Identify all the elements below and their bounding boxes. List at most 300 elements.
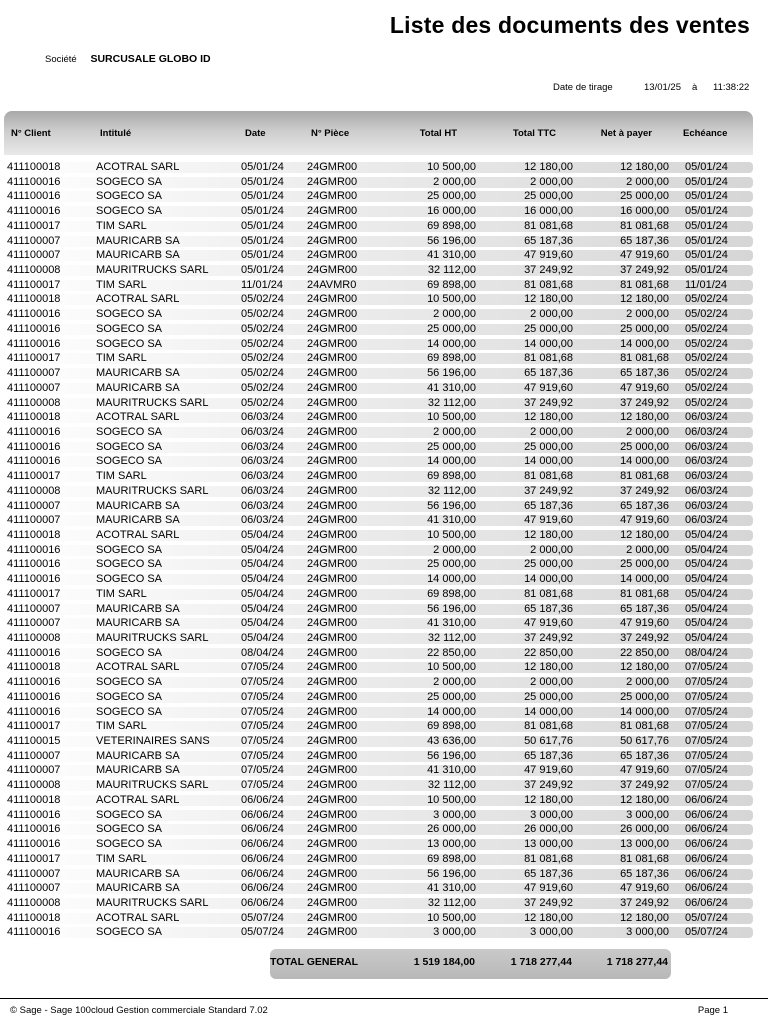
cell-echeance: 06/03/24 <box>685 514 728 527</box>
cell-client: 411100018 <box>7 661 61 674</box>
cell-echeance: 05/04/24 <box>685 543 728 556</box>
cell-piece: 24GMR00 <box>307 308 358 321</box>
col-header-piece: N° Pièce <box>311 128 350 139</box>
cell-date: 05/02/24 <box>241 337 284 350</box>
cell-intitule: MAURICARB SA <box>96 602 180 615</box>
cell-total-ttc: 14 000,00 <box>524 705 573 718</box>
cell-piece: 24GMR00 <box>307 425 358 438</box>
cell-date: 05/01/24 <box>241 219 284 232</box>
cell-total-ttc: 2 000,00 <box>530 175 573 188</box>
cell-total-ttc: 81 081,68 <box>524 352 573 365</box>
cell-total-ttc: 81 081,68 <box>524 219 573 232</box>
cell-net-a-payer: 3 000,00 <box>626 808 669 821</box>
cell-total-ht: 69 898,00 <box>427 587 476 600</box>
cell-client: 411100016 <box>7 808 61 821</box>
cell-total-ht: 69 898,00 <box>427 720 476 733</box>
cell-intitule: SOGECO SA <box>96 543 163 556</box>
cell-total-ttc: 12 180,00 <box>524 528 573 541</box>
cell-piece: 24GMR00 <box>307 926 358 939</box>
table-row <box>0 263 768 278</box>
total-general-bar <box>270 949 671 979</box>
cell-intitule: MAURICARB SA <box>96 381 180 394</box>
cell-echeance: 07/05/24 <box>685 705 728 718</box>
cell-date: 06/06/24 <box>241 852 284 865</box>
cell-echeance: 06/06/24 <box>685 882 728 895</box>
cell-client: 411100016 <box>7 425 61 438</box>
cell-total-ht: 25 000,00 <box>427 322 476 335</box>
cell-date: 05/04/24 <box>241 573 284 586</box>
table-row <box>0 587 768 602</box>
cell-date: 05/04/24 <box>241 602 284 615</box>
cell-date: 05/02/24 <box>241 308 284 321</box>
table-row <box>0 219 768 234</box>
cell-client: 411100018 <box>7 161 61 173</box>
cell-echeance: 05/01/24 <box>685 234 728 247</box>
table-row <box>0 351 768 366</box>
cell-client: 411100008 <box>7 632 61 644</box>
cell-net-a-payer: 2 000,00 <box>626 308 669 321</box>
page-number: Page 1 <box>697 1005 728 1016</box>
cell-net-a-payer: 14 000,00 <box>620 573 669 586</box>
cell-date: 05/01/24 <box>241 234 284 247</box>
cell-total-ht: 41 310,00 <box>427 764 476 777</box>
cell-echeance: 07/05/24 <box>685 661 728 674</box>
cell-intitule: VETERINAIRES SANS <box>96 735 210 748</box>
cell-piece: 24GMR00 <box>307 249 358 262</box>
company-line <box>45 53 211 65</box>
cell-total-ht: 41 310,00 <box>427 381 476 394</box>
cell-total-ht: 32 112,00 <box>427 632 476 644</box>
cell-piece: 24GMR00 <box>307 793 358 806</box>
cell-total-ttc: 13 000,00 <box>524 838 573 851</box>
cell-date: 05/01/24 <box>241 205 284 218</box>
cell-net-a-payer: 65 187,36 <box>620 867 669 880</box>
cell-piece: 24GMR00 <box>307 779 358 792</box>
cell-date: 06/06/24 <box>241 882 284 895</box>
cell-total-ht: 56 196,00 <box>427 867 476 880</box>
cell-client: 411100007 <box>7 381 61 394</box>
cell-intitule: ACOTRAL SARL <box>96 161 180 173</box>
cell-client: 411100016 <box>7 646 61 659</box>
cell-total-ttc: 65 187,36 <box>524 867 573 880</box>
table-row <box>0 278 768 293</box>
cell-intitule: SOGECO SA <box>96 205 163 218</box>
cell-intitule: MAURITRUCKS SARL <box>96 396 209 409</box>
table-row <box>0 793 768 808</box>
cell-date: 05/02/24 <box>241 381 284 394</box>
cell-total-ht: 10 500,00 <box>427 293 476 306</box>
cell-client: 411100016 <box>7 823 61 836</box>
table-row <box>0 322 768 337</box>
cell-total-ttc: 47 919,60 <box>524 514 573 527</box>
cell-net-a-payer: 25 000,00 <box>620 440 669 453</box>
cell-net-a-payer: 2 000,00 <box>626 543 669 556</box>
table-row <box>0 631 768 646</box>
cell-total-ttc: 81 081,68 <box>524 852 573 865</box>
cell-total-ht: 32 112,00 <box>427 264 476 277</box>
cell-client: 411100007 <box>7 867 61 880</box>
cell-net-a-payer: 65 187,36 <box>620 499 669 512</box>
cell-total-ttc: 22 850,00 <box>524 646 573 659</box>
cell-intitule: SOGECO SA <box>96 308 163 321</box>
cell-total-ht: 32 112,00 <box>427 396 476 409</box>
cell-total-ttc: 65 187,36 <box>524 234 573 247</box>
cell-net-a-payer: 81 081,68 <box>620 352 669 365</box>
table-row <box>0 749 768 764</box>
cell-piece: 24GMR00 <box>307 896 358 909</box>
cell-total-ttc: 50 617,76 <box>524 735 573 748</box>
cell-intitule: MAURICARB SA <box>96 867 180 880</box>
cell-total-ttc: 37 249,92 <box>524 264 573 277</box>
cell-piece: 24GMR00 <box>307 764 358 777</box>
cell-client: 411100008 <box>7 779 61 792</box>
cell-piece: 24AVMR0 <box>307 278 357 291</box>
cell-intitule: ACOTRAL SARL <box>96 661 180 674</box>
cell-net-a-payer: 12 180,00 <box>620 293 669 306</box>
cell-total-ht: 10 500,00 <box>427 528 476 541</box>
cell-intitule: SOGECO SA <box>96 926 163 939</box>
company-label: Société <box>45 54 77 65</box>
cell-net-a-payer: 12 180,00 <box>620 528 669 541</box>
cell-total-ttc: 37 249,92 <box>524 896 573 909</box>
cell-intitule: SOGECO SA <box>96 322 163 335</box>
cell-net-a-payer: 50 617,76 <box>620 735 669 748</box>
draw-at: à <box>692 82 698 93</box>
cell-client: 411100017 <box>7 219 61 232</box>
cell-total-ht: 10 500,00 <box>427 411 476 424</box>
cell-net-a-payer: 25 000,00 <box>620 558 669 571</box>
table-row <box>0 425 768 440</box>
cell-total-ht: 2 000,00 <box>433 676 476 689</box>
cell-echeance: 06/06/24 <box>685 852 728 865</box>
cell-intitule: MAURITRUCKS SARL <box>96 484 209 497</box>
cell-piece: 24GMR00 <box>307 749 358 762</box>
draw-date-label: Date de tirage <box>553 82 613 93</box>
cell-date: 05/01/24 <box>241 190 284 203</box>
footer-copyright: © Sage - Sage 100cloud Gestion commerciale Standard 7.02 <box>10 1005 268 1016</box>
cell-net-a-payer: 81 081,68 <box>620 219 669 232</box>
cell-total-ht: 69 898,00 <box>427 852 476 865</box>
cell-client: 411100017 <box>7 587 61 600</box>
table-row <box>0 925 768 940</box>
cell-client: 411100016 <box>7 175 61 188</box>
table-row <box>0 705 768 720</box>
cell-total-ttc: 12 180,00 <box>524 793 573 806</box>
cell-echeance: 08/04/24 <box>685 646 728 659</box>
cell-intitule: MAURITRUCKS SARL <box>96 779 209 792</box>
cell-intitule: MAURICARB SA <box>96 249 180 262</box>
cell-client: 411100016 <box>7 543 61 556</box>
cell-intitule: TIM SARL <box>96 470 147 483</box>
cell-echeance: 06/06/24 <box>685 823 728 836</box>
col-header-intitule: Intitulé <box>100 128 132 139</box>
cell-client: 411100008 <box>7 264 61 277</box>
cell-piece: 24GMR00 <box>307 352 358 365</box>
cell-echeance: 05/01/24 <box>685 190 728 203</box>
cell-total-ht: 32 112,00 <box>427 896 476 909</box>
table-row <box>0 204 768 219</box>
cell-total-ttc: 47 919,60 <box>524 249 573 262</box>
cell-total-ht: 2 000,00 <box>433 425 476 438</box>
cell-client: 411100007 <box>7 602 61 615</box>
cell-intitule: ACOTRAL SARL <box>96 528 180 541</box>
cell-echeance: 05/01/24 <box>685 175 728 188</box>
table-row <box>0 822 768 837</box>
table-row <box>0 396 768 411</box>
cell-date: 06/03/24 <box>241 484 284 497</box>
cell-net-a-payer: 14 000,00 <box>620 337 669 350</box>
cell-intitule: SOGECO SA <box>96 573 163 586</box>
cell-intitule: MAURICARB SA <box>96 514 180 527</box>
cell-net-a-payer: 2 000,00 <box>626 175 669 188</box>
cell-echeance: 05/04/24 <box>685 602 728 615</box>
cell-piece: 24GMR00 <box>307 219 358 232</box>
cell-echeance: 05/02/24 <box>685 352 728 365</box>
cell-total-ht: 69 898,00 <box>427 352 476 365</box>
cell-total-ht: 10 500,00 <box>427 661 476 674</box>
cell-intitule: MAURITRUCKS SARL <box>96 632 209 644</box>
cell-client: 411100016 <box>7 690 61 703</box>
cell-total-ttc: 12 180,00 <box>524 293 573 306</box>
report-title: Liste des documents des ventes <box>389 12 750 38</box>
cell-client: 411100016 <box>7 676 61 689</box>
cell-net-a-payer: 13 000,00 <box>620 838 669 851</box>
cell-total-ht: 14 000,00 <box>427 337 476 350</box>
cell-date: 07/05/24 <box>241 661 284 674</box>
cell-piece: 24GMR00 <box>307 528 358 541</box>
cell-net-a-payer: 12 180,00 <box>620 161 669 173</box>
cell-piece: 24GMR00 <box>307 470 358 483</box>
cell-intitule: TIM SARL <box>96 278 147 291</box>
cell-piece: 24GMR00 <box>307 381 358 394</box>
cell-piece: 24GMR00 <box>307 882 358 895</box>
cell-net-a-payer: 37 249,92 <box>620 632 669 644</box>
total-label: TOTAL GENERAL <box>270 956 359 968</box>
cell-echeance: 07/05/24 <box>685 749 728 762</box>
table-row <box>0 616 768 631</box>
cell-piece: 24GMR00 <box>307 411 358 424</box>
cell-total-ttc: 37 249,92 <box>524 632 573 644</box>
cell-date: 05/04/24 <box>241 617 284 630</box>
table-row <box>0 734 768 749</box>
cell-total-ht: 16 000,00 <box>427 205 476 218</box>
table-row <box>0 454 768 469</box>
cell-total-ttc: 25 000,00 <box>524 690 573 703</box>
cell-echeance: 06/06/24 <box>685 896 728 909</box>
cell-client: 411100016 <box>7 455 61 468</box>
cell-piece: 24GMR00 <box>307 440 358 453</box>
cell-date: 05/07/24 <box>241 926 284 939</box>
cell-total-ttc: 47 919,60 <box>524 882 573 895</box>
cell-date: 05/02/24 <box>241 396 284 409</box>
cell-total-ht: 56 196,00 <box>427 367 476 380</box>
cell-intitule: TIM SARL <box>96 352 147 365</box>
col-header-net: Net à payer <box>600 128 652 139</box>
cell-date: 05/04/24 <box>241 558 284 571</box>
cell-intitule: MAURICARB SA <box>96 882 180 895</box>
cell-echeance: 05/02/24 <box>685 322 728 335</box>
cell-net-a-payer: 47 919,60 <box>620 514 669 527</box>
cell-net-a-payer: 12 180,00 <box>620 793 669 806</box>
table-row <box>0 292 768 307</box>
cell-date: 05/02/24 <box>241 367 284 380</box>
cell-net-a-payer: 81 081,68 <box>620 720 669 733</box>
table-body <box>0 160 768 940</box>
cell-client: 411100016 <box>7 573 61 586</box>
cell-echeance: 05/07/24 <box>685 911 728 924</box>
cell-piece: 24GMR00 <box>307 852 358 865</box>
table-row <box>0 911 768 926</box>
cell-net-a-payer: 14 000,00 <box>620 455 669 468</box>
cell-total-ht: 14 000,00 <box>427 455 476 468</box>
cell-date: 05/04/24 <box>241 528 284 541</box>
cell-net-a-payer: 12 180,00 <box>620 411 669 424</box>
cell-client: 411100007 <box>7 499 61 512</box>
cell-intitule: MAURITRUCKS SARL <box>96 264 209 277</box>
cell-client: 411100016 <box>7 440 61 453</box>
table-row <box>0 690 768 705</box>
cell-total-ttc: 14 000,00 <box>524 455 573 468</box>
cell-total-ht: 2 000,00 <box>433 175 476 188</box>
cell-total-ttc: 37 249,92 <box>524 396 573 409</box>
cell-intitule: SOGECO SA <box>96 823 163 836</box>
cell-net-a-payer: 47 919,60 <box>620 764 669 777</box>
table-row <box>0 646 768 661</box>
cell-net-a-payer: 37 249,92 <box>620 264 669 277</box>
cell-echeance: 05/07/24 <box>685 926 728 939</box>
cell-net-a-payer: 12 180,00 <box>620 911 669 924</box>
cell-piece: 24GMR00 <box>307 720 358 733</box>
cell-date: 06/03/24 <box>241 514 284 527</box>
cell-client: 411100008 <box>7 896 61 909</box>
cell-piece: 24GMR00 <box>307 161 358 173</box>
cell-total-ttc: 12 180,00 <box>524 661 573 674</box>
table-row <box>0 160 768 175</box>
cell-intitule: SOGECO SA <box>96 676 163 689</box>
table-row <box>0 469 768 484</box>
cell-intitule: MAURICARB SA <box>96 617 180 630</box>
cell-echeance: 06/03/24 <box>685 484 728 497</box>
cell-client: 411100007 <box>7 617 61 630</box>
cell-piece: 24GMR00 <box>307 175 358 188</box>
cell-net-a-payer: 65 187,36 <box>620 367 669 380</box>
table-row <box>0 660 768 675</box>
table-row <box>0 719 768 734</box>
cell-client: 411100008 <box>7 484 61 497</box>
cell-total-ht: 25 000,00 <box>427 558 476 571</box>
table-header <box>4 111 753 155</box>
cell-date: 06/03/24 <box>241 499 284 512</box>
cell-date: 11/01/24 <box>241 278 284 291</box>
cell-echeance: 06/03/24 <box>685 411 728 424</box>
cell-piece: 24GMR00 <box>307 484 358 497</box>
cell-client: 411100016 <box>7 322 61 335</box>
table-row <box>0 366 768 381</box>
table-row <box>0 484 768 499</box>
cell-net-a-payer: 65 187,36 <box>620 602 669 615</box>
table-row <box>0 572 768 587</box>
cell-echeance: 06/03/24 <box>685 470 728 483</box>
cell-client: 411100018 <box>7 293 61 306</box>
cell-echeance: 06/06/24 <box>685 793 728 806</box>
cell-date: 05/01/24 <box>241 175 284 188</box>
cell-net-a-payer: 2 000,00 <box>626 425 669 438</box>
cell-total-ht: 2 000,00 <box>433 543 476 556</box>
cell-piece: 24GMR00 <box>307 190 358 203</box>
cell-net-a-payer: 47 919,60 <box>620 617 669 630</box>
cell-total-ttc: 14 000,00 <box>524 337 573 350</box>
cell-total-ht: 10 500,00 <box>427 911 476 924</box>
cell-net-a-payer: 65 187,36 <box>620 749 669 762</box>
cell-intitule: SOGECO SA <box>96 646 163 659</box>
cell-date: 07/05/24 <box>241 676 284 689</box>
cell-intitule: MAURICARB SA <box>96 367 180 380</box>
col-header-echeance: Echéance <box>683 128 728 139</box>
cell-intitule: SOGECO SA <box>96 558 163 571</box>
cell-date: 05/02/24 <box>241 322 284 335</box>
cell-piece: 24GMR00 <box>307 205 358 218</box>
cell-intitule: SOGECO SA <box>96 425 163 438</box>
cell-echeance: 11/01/24 <box>685 278 728 291</box>
cell-echeance: 05/01/24 <box>685 249 728 262</box>
cell-total-ttc: 26 000,00 <box>524 823 573 836</box>
cell-total-ht: 22 850,00 <box>427 646 476 659</box>
cell-date: 06/06/24 <box>241 867 284 880</box>
cell-net-a-payer: 37 249,92 <box>620 484 669 497</box>
cell-total-ttc: 25 000,00 <box>524 558 573 571</box>
table-row <box>0 410 768 425</box>
cell-net-a-payer: 37 249,92 <box>620 396 669 409</box>
cell-total-ht: 56 196,00 <box>427 499 476 512</box>
cell-intitule: SOGECO SA <box>96 337 163 350</box>
cell-echeance: 05/02/24 <box>685 367 728 380</box>
cell-intitule: SOGECO SA <box>96 808 163 821</box>
cell-total-ht: 14 000,00 <box>427 705 476 718</box>
cell-date: 05/01/24 <box>241 161 284 173</box>
cell-date: 08/04/24 <box>241 646 284 659</box>
cell-date: 07/05/24 <box>241 735 284 748</box>
cell-net-a-payer: 16 000,00 <box>620 205 669 218</box>
cell-intitule: ACOTRAL SARL <box>96 793 180 806</box>
cell-total-ht: 2 000,00 <box>433 308 476 321</box>
cell-total-ttc: 47 919,60 <box>524 617 573 630</box>
cell-client: 411100016 <box>7 337 61 350</box>
cell-echeance: 05/04/24 <box>685 558 728 571</box>
cell-client: 411100016 <box>7 926 61 939</box>
cell-date: 06/03/24 <box>241 411 284 424</box>
cell-net-a-payer: 25 000,00 <box>620 690 669 703</box>
cell-net-a-payer: 2 000,00 <box>626 676 669 689</box>
cell-echeance: 06/03/24 <box>685 425 728 438</box>
cell-intitule: SOGECO SA <box>96 690 163 703</box>
cell-echeance: 06/06/24 <box>685 838 728 851</box>
cell-total-ht: 43 636,00 <box>427 735 476 748</box>
table-row <box>0 808 768 823</box>
cell-echeance: 06/06/24 <box>685 808 728 821</box>
cell-total-ht: 10 500,00 <box>427 161 476 173</box>
cell-client: 411100018 <box>7 911 61 924</box>
col-header-total-ttc: Total TTC <box>512 128 556 139</box>
cell-net-a-payer: 65 187,36 <box>620 234 669 247</box>
cell-client: 411100016 <box>7 558 61 571</box>
cell-intitule: ACOTRAL SARL <box>96 911 180 924</box>
cell-total-ttc: 81 081,68 <box>524 720 573 733</box>
col-header-date: Date <box>245 128 266 139</box>
cell-total-ht: 41 310,00 <box>427 882 476 895</box>
cell-net-a-payer: 25 000,00 <box>620 190 669 203</box>
table-row <box>0 852 768 867</box>
draw-date: 13/01/25 <box>644 82 681 93</box>
